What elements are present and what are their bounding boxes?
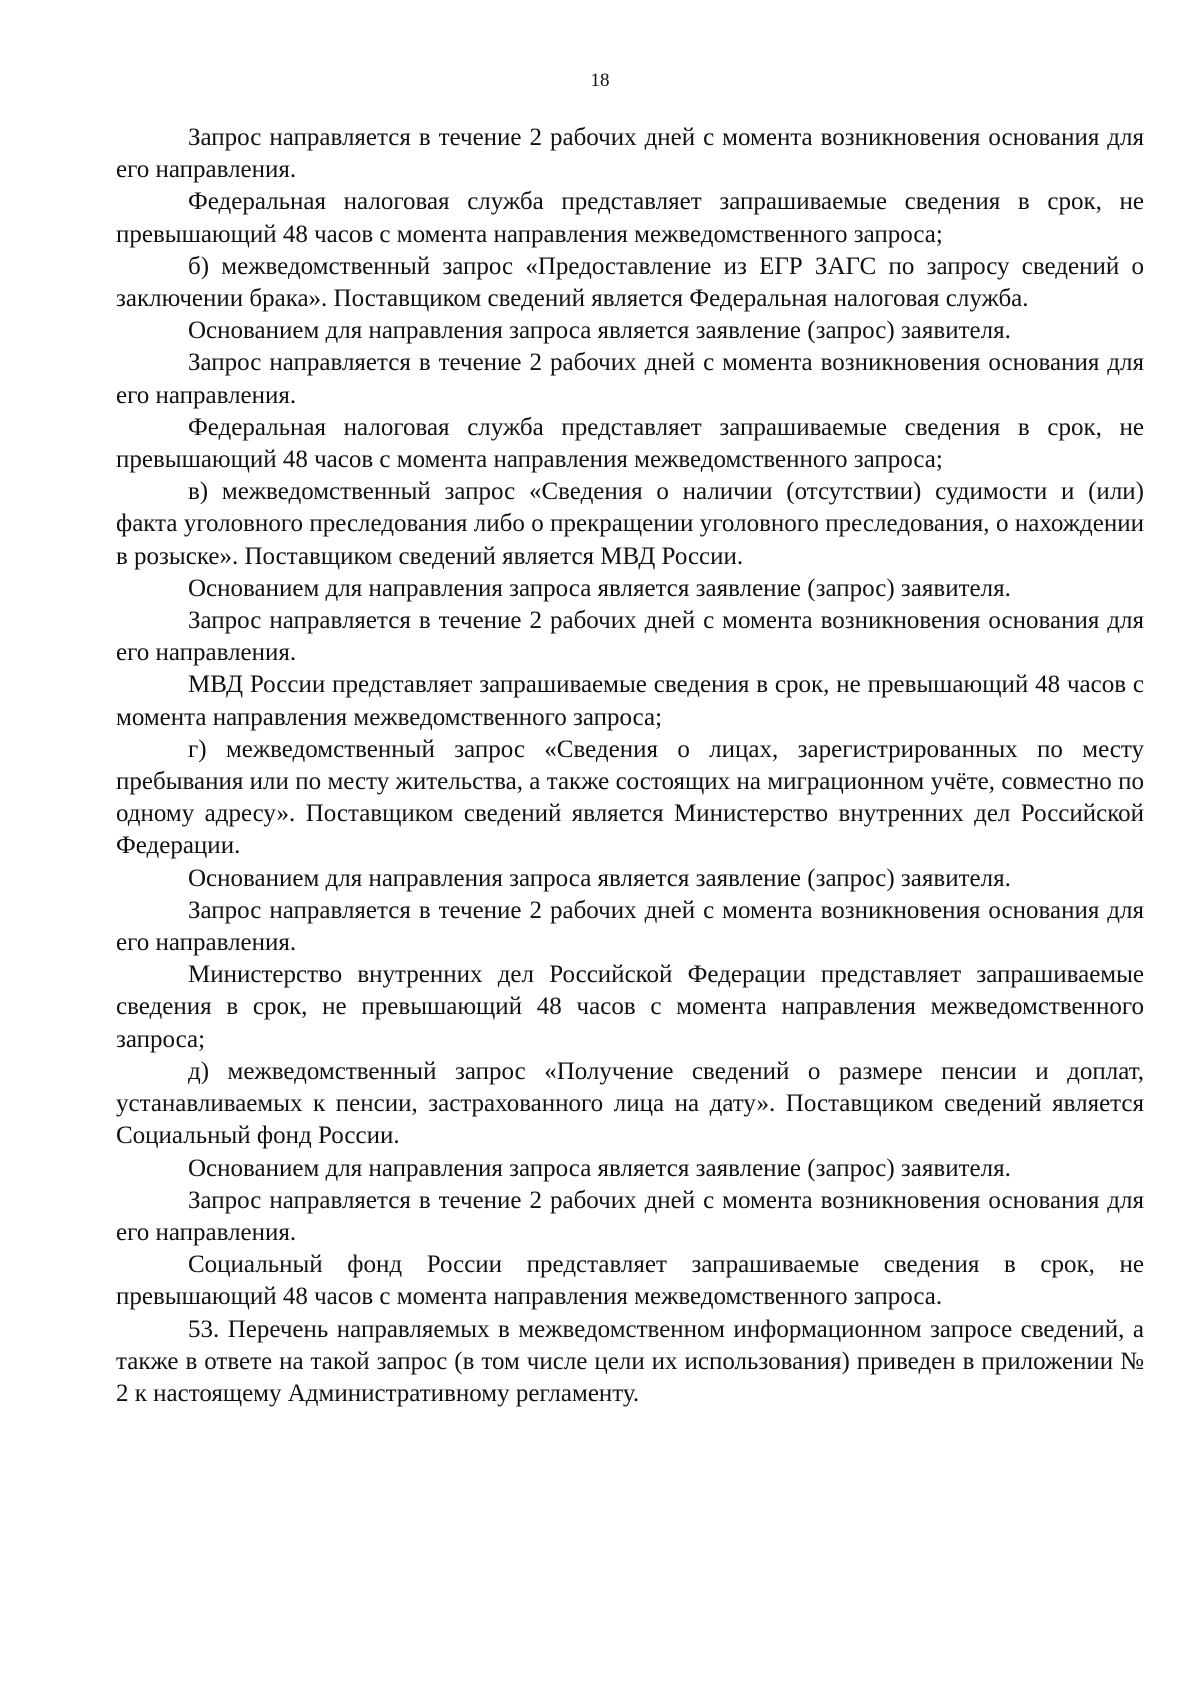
paragraph: Запрос направляется в течение 2 рабочих дней с момента возникновения основания для его направления.	[116, 349, 1144, 409]
document-body	[116, 122, 1144, 1410]
paragraph: МВД России представляет запрашиваемые сведения в срок, не превышающий 48 часов с момента направления межведомственного запроса;	[116, 671, 1144, 731]
paragraph: Основанием для направления запроса является заявление (запрос) заявителя.	[188, 574, 1011, 602]
paragraph: 53. Перечень направляемых в межведомственном информационном запросе сведений, а также в ответе на такой запрос (в том числе цели их использования) приведен в приложении № 2 к настоящему Административному регламенту.	[116, 1315, 1144, 1407]
paragraph: Федеральная налоговая служба представляет запрашиваемые сведения в срок, не превышающий 48 часов с момента направления межведомственного запроса;	[116, 413, 1144, 474]
paragraph: Запрос направляется в течение 2 рабочих дней с момента возникновения основания для его направления.	[116, 607, 1144, 667]
paragraph: в) межведомственный запрос «Сведения о наличии (отсутствии) судимости и (или) факта уголовного преследования либо о прекращении уголовного преследования, о нахождении в розыске». Поставщиком сведений является МВД России.	[116, 478, 1144, 570]
paragraph: Федеральная налоговая служба представляет запрашиваемые сведения в срок, не превышающий 48 часов с момента направления межведомственного запроса;	[116, 188, 1144, 248]
paragraph: Основанием для направления запроса является заявление (запрос) заявителя.	[188, 1154, 1011, 1182]
paragraph: Запрос направляется в течение 2 рабочих дней с момента возникновения основания для его направления.	[116, 896, 1144, 957]
paragraph: Министерство внутренних дел Российской Федерации представляет запрашиваемые сведения в срок, не превышающий 48 часов с момента направления межведомственного запроса;	[116, 961, 1144, 1053]
paragraph: б) межведомственный запрос «Предоставление из ЕГР ЗАГС по запросу сведений о заключении брака». Поставщиком сведений является Федеральная налоговая служба.	[116, 252, 1144, 313]
paragraph: Социальный фонд России представляет запрашиваемые сведения в срок, не превышающий 48 часов с момента направления межведомственного запроса.	[116, 1251, 1144, 1311]
paragraph: г) межведомственный запрос «Сведения о лицах, зарегистрированных по месту пребывания или по месту жительства, а также состоящих на миграционном учёте, совместно по одному адресу». Поставщиком сведений является Министерство внутренних дел Российской Федерации.	[116, 735, 1144, 860]
paragraph: Основанием для направления запроса является заявление (запрос) заявителя.	[188, 864, 1011, 892]
paragraph: Основанием для направления запроса является заявление (запрос) заявителя.	[188, 317, 1011, 345]
paragraph: д) межведомственный запрос «Получение сведений о размере пенсии и доплат, устанавливаемых к пенсии, застрахованного лица на дату». Поставщиком сведений является Социальный фонд России.	[116, 1057, 1144, 1150]
page-number: 18	[590, 70, 610, 91]
paragraph: Запрос направляется в течение 2 рабочих дней с момента возникновения основания для его направления.	[116, 124, 1144, 184]
paragraph: Запрос направляется в течение 2 рабочих дней с момента возникновения основания для его направления.	[116, 1186, 1144, 1246]
